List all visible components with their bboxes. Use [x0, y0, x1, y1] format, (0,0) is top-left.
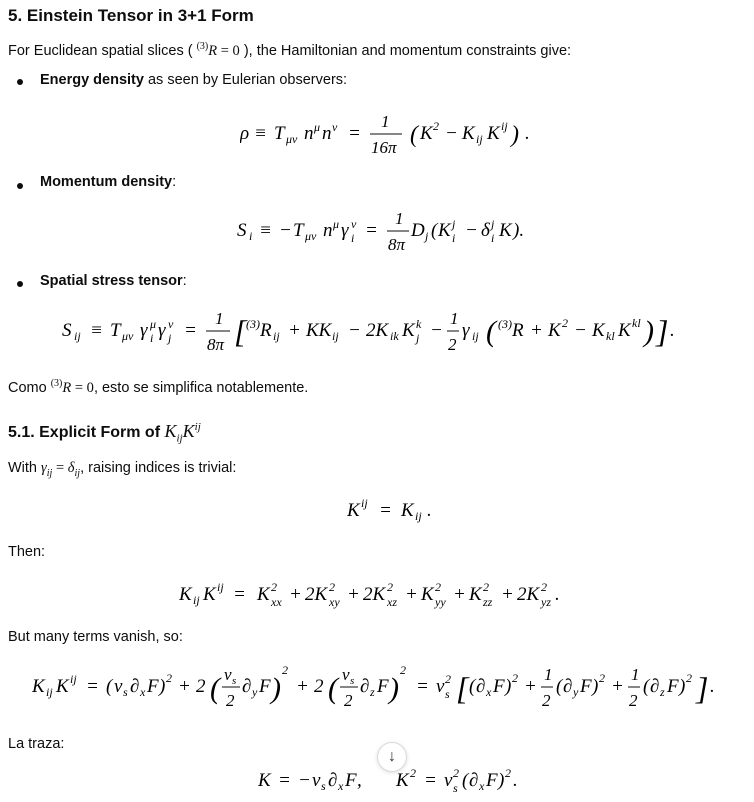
- svg-text:(: (: [106, 676, 113, 697]
- bullet-bold: Spatial stress tensor: [40, 273, 183, 289]
- svg-text:K: K: [347, 500, 360, 521]
- svg-text:K: K: [56, 676, 69, 697]
- svg-text:+: +: [289, 584, 302, 605]
- svg-text:j: j: [416, 331, 420, 345]
- svg-text:K: K: [203, 584, 216, 605]
- svg-text:y: y: [573, 685, 579, 699]
- svg-text:yz: yz: [541, 595, 551, 609]
- svg-text:μ: μ: [314, 120, 321, 134]
- svg-text:F: F: [259, 676, 271, 697]
- intro-text-after: ), the Hamiltonian and momentum constraints give:: [243, 42, 572, 59]
- svg-text:[: [: [456, 670, 469, 706]
- svg-text:F: F: [486, 770, 498, 791]
- svg-text:n: n: [304, 123, 314, 144]
- svg-text:K: K: [462, 123, 475, 144]
- svg-text:x: x: [479, 779, 485, 793]
- svg-text:(: (: [328, 672, 338, 705]
- svg-text:=: =: [233, 584, 246, 605]
- equation-kk-explicit: [32, 658, 752, 724]
- with-math: $\gamma_{ij} = \delta_{ij}$: [41, 460, 81, 479]
- equation-momentum-svg: [237, 207, 567, 257]
- intro-text-before: For Euclidean spatial slices (: [8, 42, 193, 59]
- svg-text:v: v: [224, 665, 232, 684]
- svg-text:[: [: [234, 313, 247, 349]
- svg-text:δ: δ: [481, 220, 490, 241]
- svg-text:ij: ij: [501, 119, 508, 133]
- svg-text:): ): [511, 122, 519, 148]
- svg-text:,: ,: [357, 770, 362, 791]
- svg-text:1: 1: [450, 309, 459, 328]
- intro-math-rendered: $^{(3)}$R = 0: [196, 41, 240, 59]
- svg-text:≡: ≡: [254, 123, 267, 144]
- svg-text:K: K: [618, 320, 631, 341]
- svg-text:F: F: [493, 676, 505, 697]
- svg-text:2: 2: [314, 676, 324, 697]
- equation-momentum: [237, 207, 567, 263]
- svg-text:i: i: [452, 231, 456, 245]
- svg-text:=: =: [365, 220, 378, 241]
- svg-text:2: 2: [448, 335, 457, 354]
- svg-text:(: (: [643, 676, 650, 697]
- svg-text:+: +: [524, 676, 537, 697]
- svg-text:(3): (3): [498, 317, 512, 331]
- svg-text:−: −: [574, 320, 587, 341]
- svg-text:.: .: [670, 320, 675, 341]
- bullet-rest: as seen by Eulerian observers:: [143, 72, 348, 88]
- svg-text:D: D: [411, 220, 425, 241]
- svg-text:K: K: [438, 220, 451, 241]
- svg-text:∂: ∂: [563, 676, 573, 697]
- svg-text:1: 1: [395, 209, 404, 228]
- svg-text:=: =: [424, 770, 437, 791]
- svg-text:.: .: [513, 770, 518, 791]
- svg-text:K: K: [257, 584, 270, 605]
- svg-text:ik: ik: [390, 329, 399, 343]
- svg-text:2: 2: [433, 119, 439, 133]
- svg-text:K: K: [592, 320, 605, 341]
- svg-text:μν: μν: [286, 132, 298, 146]
- svg-text:−: −: [298, 770, 311, 791]
- svg-text:x: x: [486, 685, 492, 699]
- svg-text:2: 2: [629, 691, 638, 710]
- bullet-bold: Energy density: [40, 72, 144, 88]
- intro-paragraph: [8, 41, 571, 60]
- svg-text:y: y: [252, 685, 258, 699]
- svg-text:μ: μ: [150, 317, 157, 331]
- svg-text:): ): [389, 672, 399, 705]
- bullet-dot: [17, 281, 23, 287]
- svg-text:K: K: [396, 770, 409, 791]
- svg-text:1: 1: [544, 665, 553, 684]
- bullet-rest: :: [172, 174, 177, 190]
- svg-text:(: (: [486, 315, 496, 348]
- equation-stress-svg: [62, 302, 727, 362]
- svg-text:μν: μν: [122, 329, 134, 343]
- svg-text:(: (: [469, 676, 476, 697]
- svg-text:2K: 2K: [305, 584, 328, 605]
- como-text-before: Como: [8, 379, 51, 396]
- svg-text:.: .: [710, 676, 715, 697]
- svg-text:i: i: [249, 229, 253, 243]
- svg-text:ij: ij: [193, 593, 200, 607]
- como-paragraph: [8, 378, 308, 397]
- svg-text:): ): [271, 672, 281, 705]
- svg-text:1: 1: [215, 309, 224, 328]
- svg-text:2: 2: [453, 766, 459, 780]
- svg-text:2: 2: [410, 766, 416, 780]
- svg-text:.: .: [555, 584, 560, 605]
- svg-text:+: +: [347, 584, 360, 605]
- svg-text:T: T: [274, 123, 285, 144]
- svg-text:v: v: [342, 665, 350, 684]
- subsection-title-math: $K_{ij}K^{ij}$: [164, 421, 201, 445]
- svg-text:K: K: [258, 770, 271, 791]
- svg-text:2: 2: [542, 691, 551, 710]
- svg-text:n: n: [323, 220, 333, 241]
- equation-kk-expand-svg: [179, 576, 619, 612]
- svg-text:xy: xy: [329, 595, 340, 609]
- svg-text:2: 2: [166, 671, 172, 685]
- svg-text:x: x: [338, 779, 344, 793]
- svg-text:8π: 8π: [388, 235, 406, 254]
- svg-text:K: K: [499, 220, 512, 241]
- bullet-energy-density: [40, 72, 347, 88]
- svg-text:R: R: [512, 320, 524, 341]
- svg-text:(: (: [410, 122, 418, 148]
- bullet-dot: [17, 79, 23, 85]
- svg-text:2: 2: [344, 691, 353, 710]
- svg-text:2: 2: [599, 671, 605, 685]
- equation-k-raise-svg: [347, 494, 457, 528]
- svg-text:): ): [498, 770, 505, 791]
- svg-text:2K: 2K: [517, 584, 540, 605]
- svg-text:μ: μ: [333, 217, 340, 231]
- bullet-bold: Momentum density: [40, 174, 173, 190]
- svg-text:1: 1: [631, 665, 640, 684]
- svg-text:2K: 2K: [363, 584, 386, 605]
- svg-text:z: z: [660, 685, 665, 699]
- subsection-title: [8, 421, 201, 445]
- svg-text:s: s: [123, 685, 128, 699]
- svg-text:1: 1: [381, 112, 390, 131]
- svg-text:K: K: [420, 123, 433, 144]
- svg-text:−: −: [279, 220, 292, 241]
- svg-text:γ: γ: [462, 320, 470, 341]
- equation-trace: [258, 762, 548, 802]
- svg-text:]: ]: [656, 313, 669, 349]
- svg-text:2: 2: [512, 671, 518, 685]
- svg-text:+: +: [296, 676, 309, 697]
- bullet-stress-tensor: [40, 273, 187, 289]
- svg-text:k: k: [416, 317, 422, 331]
- svg-text:kl: kl: [632, 316, 641, 330]
- svg-text:F: F: [667, 676, 679, 697]
- svg-text:s: s: [445, 687, 450, 701]
- svg-text:j: j: [168, 331, 172, 345]
- equation-rho: [240, 110, 560, 166]
- equation-stress: [62, 302, 727, 368]
- equation-kk-expand: [179, 576, 619, 618]
- bullet-dot: [17, 183, 23, 189]
- svg-text:kl: kl: [606, 329, 615, 343]
- equation-rho-svg: [240, 110, 560, 160]
- svg-text:∂: ∂: [328, 770, 338, 791]
- svg-text:): ): [679, 676, 686, 697]
- svg-text:ij: ij: [476, 132, 483, 146]
- equation-kk-explicit-svg: [32, 658, 752, 718]
- svg-text:γ: γ: [158, 320, 166, 341]
- svg-text:γ: γ: [140, 320, 148, 341]
- svg-text:ν: ν: [332, 120, 338, 134]
- svg-text:2: 2: [226, 691, 235, 710]
- svg-text:F: F: [377, 676, 389, 697]
- svg-text:T: T: [110, 320, 121, 341]
- but-many-paragraph: But many terms vanish, so:: [8, 629, 183, 645]
- svg-text:j: j: [452, 217, 456, 231]
- svg-text:i: i: [351, 231, 355, 245]
- svg-text:S: S: [62, 320, 72, 341]
- subsection-title-text: 5.1. Explicit Form of: [8, 424, 165, 441]
- svg-text:=: =: [416, 676, 429, 697]
- svg-text:j: j: [425, 229, 429, 243]
- svg-text:2K: 2K: [366, 320, 389, 341]
- svg-text:K: K: [32, 676, 45, 697]
- svg-text:j: j: [491, 217, 495, 231]
- svg-text:2: 2: [271, 580, 277, 594]
- svg-text:yy: yy: [435, 595, 446, 609]
- equation-trace-svg: [258, 762, 548, 796]
- svg-text:−: −: [348, 320, 361, 341]
- bullet-momentum-density: [40, 174, 176, 190]
- svg-text:+: +: [453, 584, 466, 605]
- svg-text:ij: ij: [74, 329, 81, 343]
- svg-text:≡: ≡: [259, 220, 272, 241]
- svg-text:(: (: [210, 672, 220, 705]
- svg-text:R: R: [260, 320, 272, 341]
- svg-text:ij: ij: [415, 509, 422, 523]
- svg-text:S: S: [237, 220, 247, 241]
- svg-text:F: F: [345, 770, 357, 791]
- svg-text:ij: ij: [46, 685, 53, 699]
- svg-text:n: n: [322, 123, 332, 144]
- svg-text:2: 2: [686, 671, 692, 685]
- svg-text:2: 2: [505, 766, 511, 780]
- svg-text:ij: ij: [273, 329, 280, 343]
- svg-text:K: K: [421, 584, 434, 605]
- svg-text:]: ]: [696, 670, 709, 706]
- arrow-down-icon: ↓: [388, 748, 396, 765]
- svg-text:s: s: [453, 781, 458, 795]
- bullet-rest: :: [182, 273, 187, 289]
- svg-text:2: 2: [445, 672, 451, 686]
- svg-text:K: K: [487, 123, 500, 144]
- svg-text:s: s: [232, 675, 237, 687]
- svg-text:γ: γ: [341, 220, 349, 241]
- svg-text:=: =: [184, 320, 197, 341]
- equation-k-raise: [347, 494, 457, 534]
- svg-text:2: 2: [387, 580, 393, 594]
- svg-text:(: (: [431, 220, 438, 241]
- la-traza-paragraph: La traza:: [8, 736, 65, 752]
- svg-text:(3): (3): [246, 317, 260, 331]
- svg-text:.: .: [427, 500, 432, 521]
- svg-text:2: 2: [435, 580, 441, 594]
- svg-text:∂: ∂: [650, 676, 660, 697]
- svg-text:ij: ij: [332, 329, 339, 343]
- como-math: $^{(3)}$R = 0: [50, 378, 94, 396]
- svg-text:∂: ∂: [476, 676, 486, 697]
- svg-text:2: 2: [282, 663, 288, 677]
- svg-text:KK: KK: [306, 320, 332, 341]
- svg-text:2: 2: [562, 316, 568, 330]
- svg-text:+: +: [611, 676, 624, 697]
- svg-text:i: i: [491, 231, 495, 245]
- svg-text:K: K: [179, 584, 192, 605]
- svg-text:=: =: [278, 770, 291, 791]
- svg-text:): ): [592, 676, 599, 697]
- with-paragraph: [8, 460, 236, 479]
- with-text-before: With: [8, 460, 42, 476]
- svg-text:): ): [505, 676, 512, 697]
- svg-text:∂: ∂: [469, 770, 479, 791]
- svg-text:zz: zz: [483, 595, 493, 609]
- svg-text:s: s: [321, 779, 326, 793]
- svg-text:K: K: [401, 500, 414, 521]
- svg-text:xz: xz: [387, 595, 397, 609]
- svg-text:): ): [159, 676, 166, 697]
- svg-text:ν: ν: [351, 217, 357, 231]
- svg-text:+: +: [530, 320, 543, 341]
- svg-text:2: 2: [329, 580, 335, 594]
- svg-text:K: K: [548, 320, 561, 341]
- svg-text:(: (: [462, 770, 469, 791]
- svg-text:K: K: [469, 584, 482, 605]
- svg-text:−: −: [445, 123, 458, 144]
- svg-text:ij: ij: [361, 496, 368, 510]
- svg-text:−: −: [430, 320, 443, 341]
- svg-text:z: z: [370, 685, 375, 699]
- svg-text:ij: ij: [70, 672, 77, 686]
- como-text-after: , esto se simplifica notablemente.: [93, 379, 309, 396]
- svg-text:F: F: [580, 676, 592, 697]
- svg-text:=: =: [348, 123, 361, 144]
- svg-text:μν: μν: [305, 229, 317, 243]
- svg-text:i: i: [150, 331, 154, 345]
- svg-text:2: 2: [196, 676, 206, 697]
- section-title: 5. Einstein Tensor in 3+1 Form: [8, 6, 254, 25]
- svg-text:ij: ij: [217, 580, 224, 594]
- svg-text:xx: xx: [271, 595, 282, 609]
- svg-text:∂: ∂: [242, 676, 252, 697]
- svg-text:+: +: [501, 584, 514, 605]
- svg-text:x: x: [140, 685, 146, 699]
- svg-text:8π: 8π: [207, 335, 225, 354]
- svg-text:(: (: [556, 676, 563, 697]
- svg-text:−: −: [465, 220, 478, 241]
- svg-text:=: =: [86, 676, 99, 697]
- svg-text:s: s: [350, 675, 355, 687]
- svg-text:≡: ≡: [90, 320, 103, 341]
- svg-text:∂: ∂: [130, 676, 140, 697]
- svg-text:∂: ∂: [360, 676, 370, 697]
- svg-text:16π: 16π: [371, 138, 397, 157]
- then-paragraph: Then:: [8, 544, 46, 560]
- svg-text:ρ: ρ: [240, 123, 250, 144]
- svg-text:ij: ij: [472, 329, 479, 343]
- svg-text:v: v: [444, 770, 453, 791]
- svg-text:): ): [644, 315, 654, 348]
- svg-text:=: =: [379, 500, 392, 521]
- svg-text:v: v: [312, 770, 321, 791]
- svg-text:v: v: [114, 676, 123, 697]
- svg-text:v: v: [436, 676, 445, 697]
- svg-text:2: 2: [483, 580, 489, 594]
- svg-text:ν: ν: [168, 317, 174, 331]
- svg-text:+: +: [288, 320, 301, 341]
- with-text-after: , raising indices is trivial:: [80, 460, 237, 476]
- svg-text:T: T: [293, 220, 304, 241]
- svg-text:2: 2: [400, 663, 406, 677]
- svg-text:2: 2: [541, 580, 547, 594]
- svg-text:+: +: [405, 584, 418, 605]
- svg-text:K: K: [402, 320, 415, 341]
- svg-text:F: F: [147, 676, 159, 697]
- svg-text:).: ).: [513, 220, 525, 241]
- svg-text:+: +: [178, 676, 191, 697]
- svg-text:.: .: [525, 123, 530, 144]
